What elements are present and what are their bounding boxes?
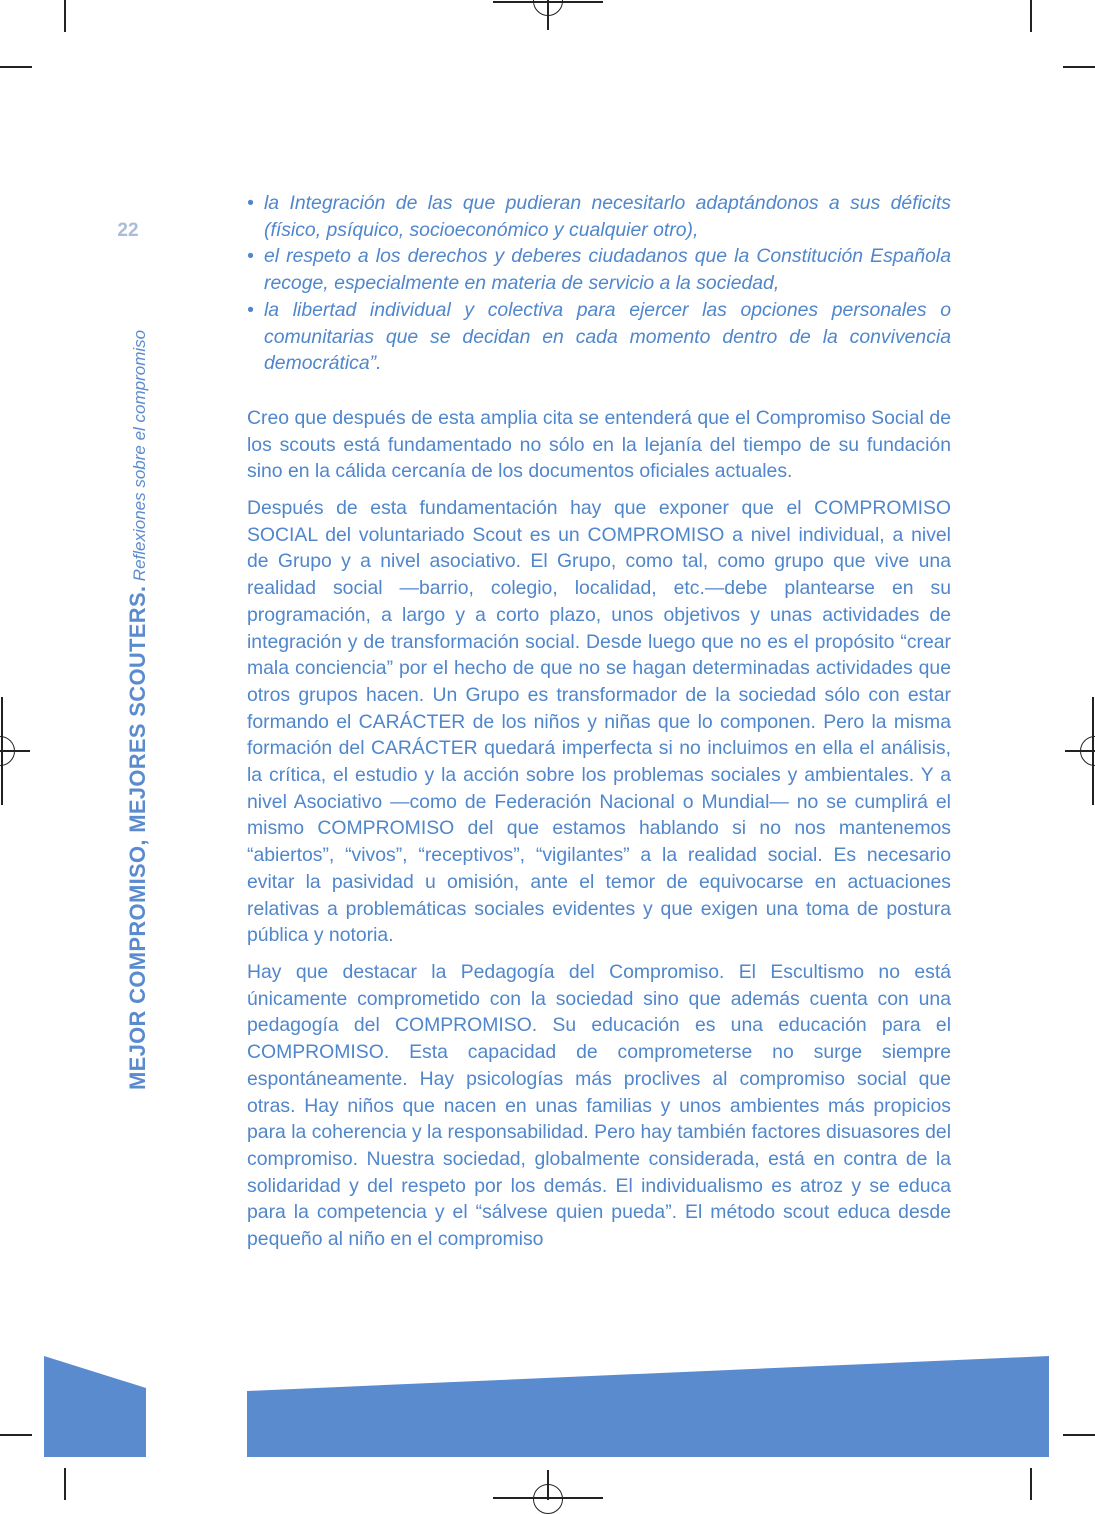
paragraph: Creo que después de esta amplia cita se entenderá que el Compromiso Social de los scouts está fundamentado no sólo en la lejanía del tiempo de su fundación sino en la cálida cercanía de los documentos oficiales actuales. bbox=[247, 406, 951, 483]
crop-mark bbox=[0, 1434, 32, 1436]
side-title bbox=[125, 330, 151, 1090]
paragraph: Después de esta fundamentación hay que exponer que el COMPROMISO SOCIAL del voluntariado Scout es un COMPROMISO a nivel individual, a nivel de Grupo y a nivel asociativo. El Grupo, como tal, como grupo que vive una realidad social —barrio, colegio, localidad, etc.—debe plantearse en su programación, a largo y a corto plazo, unos objetivos y unas actividades de integración y de transformación social. Desde luego que no es el propósito “crear mala conciencia” por el hecho de que no se hagan determinadas actividades que otros grupos hacen. Un Grupo es transformador de la sociedad sólo con estar formando el CARÁCTER de los niños y niñas que lo componen. Pero la misma formación del CARÁCTER quedará imperfecta si no incluimos en ella el análisis, la crítica, el estudio y la acción sobre los problemas sociales y ambientales. Y a nivel Asociativo —como de Federación Nacional o Mundial— no se cumplirá el mismo COMPROMISO del que estamos hablando si no nos mantenemos “abiertos”, “vivos”, “receptivos”, “vigilantes” a la realidad social. Es necesario evitar la pasividad u omisión, ante el temor de equivocarse en actuaciones relativas a problemáticas sociales evidentes y que exigen una toma de postura pública y notoria. bbox=[247, 497, 951, 947]
registration-line bbox=[1, 697, 3, 805]
registration-line bbox=[547, 0, 549, 30]
registration-line bbox=[0, 750, 30, 752]
registration-line bbox=[1092, 697, 1094, 805]
crop-mark bbox=[0, 66, 32, 68]
registration-line bbox=[547, 1470, 549, 1500]
crop-mark bbox=[1030, 0, 1032, 32]
crop-mark bbox=[1063, 1434, 1095, 1436]
list-item: • la Integración de las que pudieran necesitarlo adaptándonos a sus déficits (físico, psíquico, socioeconómico y cualquier otro), bbox=[247, 192, 951, 241]
crop-mark bbox=[1030, 1468, 1032, 1500]
list-item: • el respeto a los derechos y deberes ciudadanos que la Constitución Española recoge, especialmente en materia de servicio a la sociedad, bbox=[247, 245, 951, 295]
crop-mark bbox=[1063, 66, 1095, 68]
bullet-icon: • bbox=[247, 245, 254, 268]
footer-band-shape bbox=[247, 1356, 1050, 1457]
book-subtitle: Reflexiones sobre el compromiso bbox=[130, 329, 149, 582]
body-text bbox=[247, 190, 951, 1253]
book-title: MEJOR COMPROMISO, MEJORES SCOUTERS. bbox=[125, 585, 150, 1090]
bullet-icon: • bbox=[247, 298, 254, 321]
list-item: • la libertad individual y colectiva para ejercer las opciones personales o comunitarias que se decidan en cada momento dentro de la convivencia democrática”. bbox=[247, 298, 951, 375]
quote-list bbox=[247, 190, 951, 377]
crop-mark bbox=[64, 1468, 66, 1500]
paragraph: Hay que destacar la Pedagogía del Compromiso. El Escultismo no está únicamente comprometido con la sociedad sino que además cuenta con una pedagogía del COMPROMISO. Su educación es una educación para el COMPROMISO. Esta capacidad de comprometerse no surge siempre espontáneamente. Hay psicologías más proclives al compromiso social que otras. Hay niños que nacen en unas familias y unos ambientes más propicios para la coherencia y la responsabilidad. Pero hay también factores disuasores del compromiso. Nuestra sociedad, globalmente considerada, está en contra de la solidaridad y del respeto por los demás. El individualismo es atroz y se educa para la competencia y el “sálvese quien pueda”. El método scout educa desde pequeño al niño en el compromiso bbox=[247, 960, 951, 1251]
bullet-icon: • bbox=[247, 192, 254, 214]
registration-line bbox=[1065, 750, 1095, 752]
page-number: 22 bbox=[117, 220, 139, 241]
corner-tab-shape bbox=[44, 1356, 147, 1457]
crop-mark bbox=[64, 0, 66, 32]
